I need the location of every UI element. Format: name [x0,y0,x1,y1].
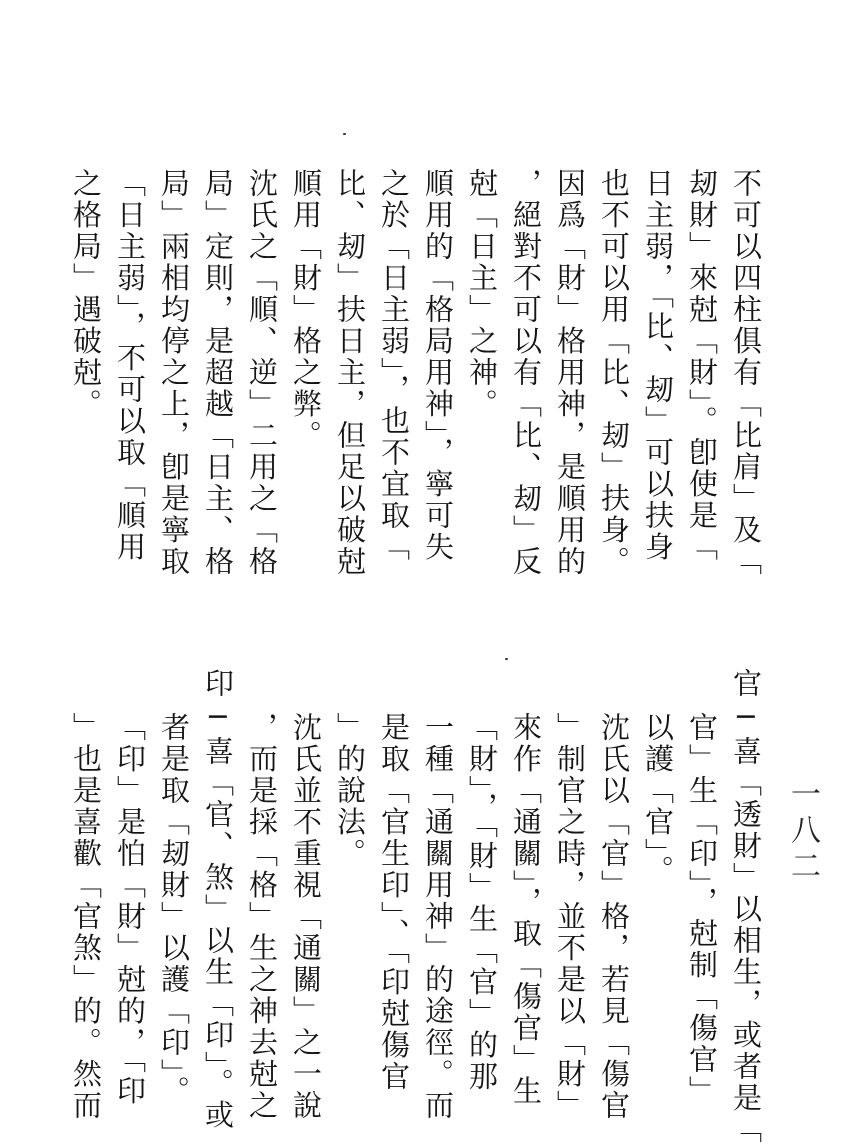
text-column: 印─喜「官、煞」以生「印」。或 [201,668,235,1131]
text-column: 局」定則，是超越「日主、格 [201,168,235,578]
text-column: 比、刼」扶日主，但足以破尅 [333,168,367,578]
page-number: 一八二 [785,778,820,886]
scan-speck [505,658,508,660]
text-column: 者是取「刼財」以護「印」。 [157,712,191,1107]
text-column: 「印」是怕「財」尅的，「印 [113,712,147,1107]
text-column: 順用的「格局用神」，寧可失 [421,168,455,563]
text-column: 「財」，「財」生「官」的那 [465,712,499,1093]
text-column: 沈氏並不重視「通關」之一說 [289,712,323,1122]
text-column: 因爲「財」格用神，是順用的 [553,168,587,578]
text-column: 」也是喜歡「官煞」的。然而 [69,712,103,1122]
text-column: 也不可以用「比、刼」扶身。 [597,168,631,578]
text-column: 以護「官」。 [641,712,675,887]
text-column: 不可以四柱俱有「比肩」及「 [729,168,763,578]
text-column: 官」生「印」，尅制「傷官」 [685,712,719,1107]
text-column: 順用「財」格之弊。 [289,168,323,452]
text-column: 」制官之時，並不是以「財」 [553,712,587,1122]
text-column: 一種「通關用神」的途徑。而 [421,712,455,1122]
text-column: 局」兩相均停之上，卽是寧取 [157,168,191,578]
text-column: ，絕對不可以有「比、刼」反 [509,168,543,578]
text-column: 之於「日主弱」，也不宜取「 [377,168,411,563]
scan-speck [343,133,346,135]
text-column: 日主弱，「比、刼」可以扶身 [641,168,675,563]
text-column: 來作「通關」，取「傷官」生 [509,712,543,1107]
text-column: 是取「官生印」、「印尅傷官 [377,712,411,1093]
text-column: 沈氏之「順、逆」二用之「格 [245,168,279,578]
text-column: 官─喜「透財」以相生，或者是「 [729,668,763,1146]
text-column: 刼財」來尅「財」。卽使是「 [685,168,719,563]
text-column: 「日主弱」，不可以取「順用 [113,168,147,563]
text-column: 」的說法。 [333,712,367,870]
text-column: 之格局」遇破尅。 [69,168,103,420]
text-column: 尅「日主」之神。 [465,168,499,420]
text-column: 沈氏以「官」格，若見「傷官 [597,712,631,1122]
text-column: ，而是採「格」生之神去尅之 [245,712,279,1122]
